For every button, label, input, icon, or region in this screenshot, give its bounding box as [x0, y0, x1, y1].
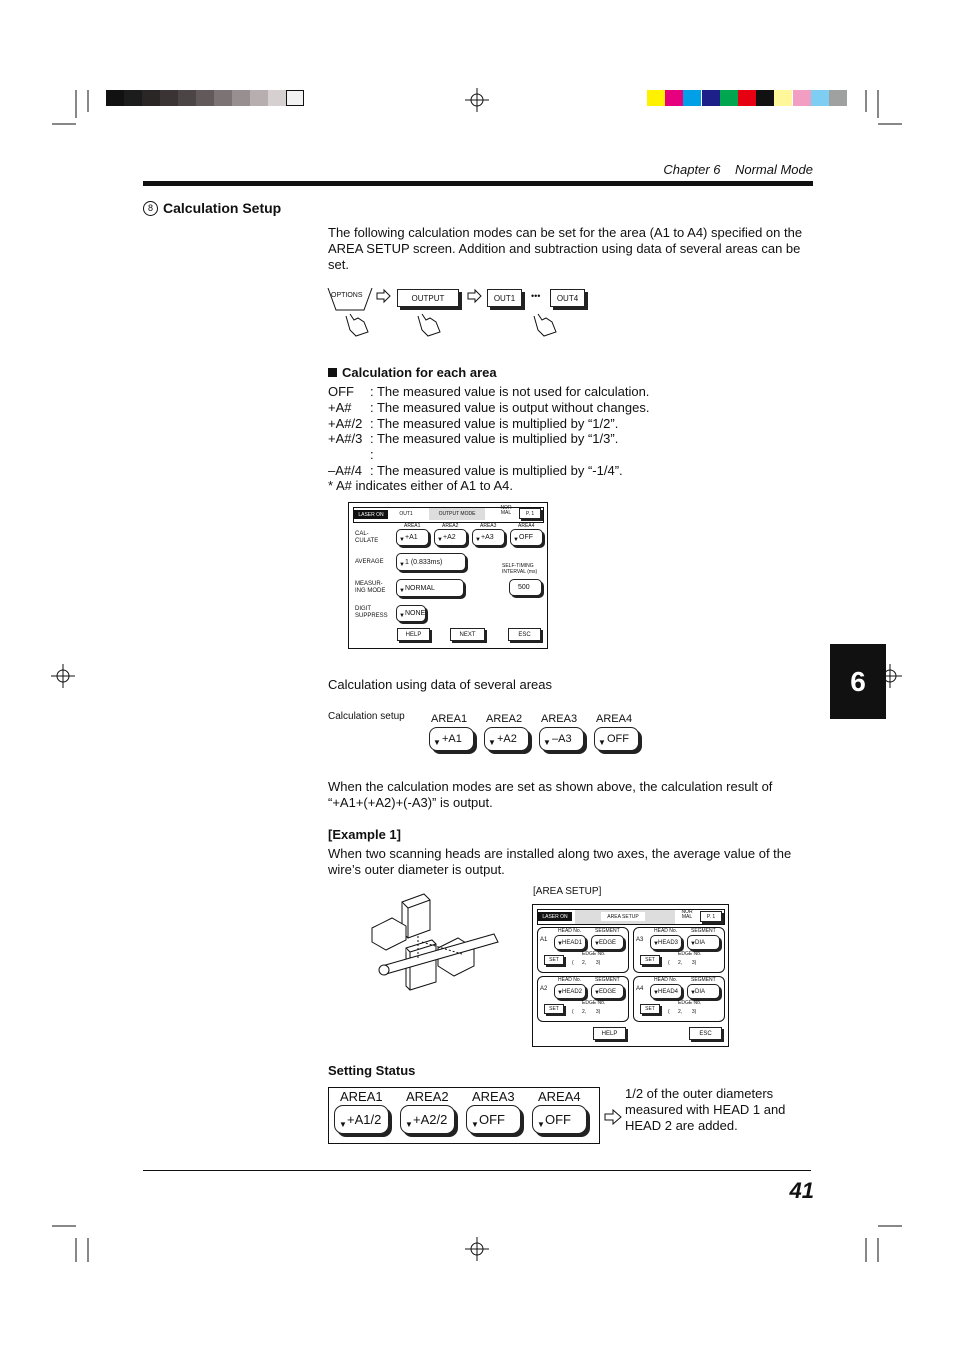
- head-value: HEAD2: [562, 988, 583, 995]
- laser-on-indicator: LASER ON: [538, 912, 572, 921]
- page-indicator[interactable]: P. 1: [519, 508, 541, 519]
- dropdown-triangle-icon: ▼: [339, 1120, 347, 1129]
- segment-value: DIA: [695, 988, 706, 995]
- intro-paragraph: The following calculation modes can be set for the area (A1 to A4) specified on the AREA SETUP screen. Addition and subtraction using data of several areas can be set.: [328, 225, 803, 272]
- average-value: 1 (0.833ms): [405, 558, 443, 566]
- area-panel: [537, 927, 629, 973]
- status-calc-button[interactable]: [466, 1105, 521, 1134]
- area2-calc-button[interactable]: [434, 529, 467, 546]
- area1-label: AREA1: [404, 523, 421, 529]
- example-text: When two scanning heads are installed along two axes, the average value of the wire’s outer diameter is output.: [328, 846, 792, 877]
- segment-label: SEGMENT: [595, 928, 620, 934]
- segment-select-button[interactable]: [687, 984, 720, 999]
- edge-no-value: ( 2, 3): [668, 1009, 697, 1015]
- head-select-button[interactable]: [554, 984, 586, 999]
- average-button[interactable]: [396, 553, 466, 571]
- segment-select-button[interactable]: [687, 935, 720, 950]
- dropdown-triangle-icon: ▼: [471, 1120, 479, 1129]
- area-panel: [537, 976, 629, 1022]
- dropdown-triangle-icon: ▼: [690, 941, 696, 947]
- dropdown-triangle-icon: ▼: [537, 1120, 545, 1129]
- calc-each-heading: [328, 365, 497, 380]
- digit-suppress-button[interactable]: [396, 605, 426, 622]
- status-calc-value: OFF: [479, 1112, 505, 1127]
- section-title: [143, 200, 281, 216]
- chapter-tab: 6: [830, 644, 886, 719]
- area4-label: AREA4: [518, 523, 535, 529]
- segment-value: EDGE: [599, 939, 617, 946]
- area3-calc-value: +A3: [481, 534, 494, 541]
- section-number: 8: [143, 201, 158, 216]
- area3-calc-button[interactable]: [472, 529, 505, 546]
- help-button[interactable]: HELP: [593, 1027, 626, 1040]
- dropdown-triangle-icon: ▼: [543, 738, 551, 747]
- area2-label: AREA2: [442, 523, 459, 529]
- setting-status-note: 1/2 of the outer diameters measured with HEAD 1 and HEAD 2 are added.: [625, 1086, 786, 1133]
- edge-no-label: EDGE No.: [678, 951, 702, 957]
- segment-label: SEGMENT: [691, 977, 716, 983]
- self-timing-button[interactable]: [509, 579, 542, 596]
- running-header: [600, 162, 813, 177]
- area-panel: [633, 976, 725, 1022]
- head-select-button[interactable]: [650, 935, 682, 950]
- area-setup-screen: [532, 904, 729, 1047]
- area-id: A2: [540, 986, 548, 992]
- calc-mode-desc: :: [370, 447, 374, 463]
- area2-calc-value: +A2: [443, 534, 456, 541]
- calc-mode-desc: : The measured value is multiplied by “1/2”.: [370, 415, 619, 431]
- status-calc-button[interactable]: [400, 1105, 455, 1134]
- segment-label: SEGMENT: [595, 977, 620, 983]
- output-mode-title: OUTPUT MODE: [429, 508, 485, 520]
- calc-each-heading-text: Calculation for each area: [342, 365, 497, 380]
- status-calc-button[interactable]: [532, 1105, 587, 1134]
- area-label: AREA2: [486, 713, 523, 725]
- head-no-label: HEAD No.: [558, 928, 582, 934]
- self-timing-value: 500: [518, 584, 530, 591]
- next-button[interactable]: NEXT: [450, 628, 485, 641]
- dropdown-triangle-icon: ▼: [488, 738, 496, 747]
- square-bullet-icon: [328, 368, 337, 377]
- several-result-text: When the calculation modes are set as shown above, the calculation result of “+A1+(+A2)+(-A3)” is output.: [328, 779, 773, 810]
- area4-calc-button[interactable]: [510, 529, 543, 546]
- status-calc-button[interactable]: [334, 1105, 389, 1134]
- area-calc-value: +A1: [442, 733, 462, 745]
- out1-key[interactable]: OUT1: [487, 289, 522, 307]
- dropdown-triangle-icon: ▼: [433, 738, 441, 747]
- head-no-label: HEAD No.: [654, 977, 678, 983]
- edge-no-label: EDGE No.: [582, 951, 606, 957]
- area1-calc-value: +A1: [405, 534, 418, 541]
- area-calc-value: OFF: [607, 733, 629, 745]
- dropdown-triangle-icon: ▼: [399, 588, 405, 594]
- set-button[interactable]: SET: [544, 1004, 564, 1014]
- out4-key[interactable]: OUT4: [550, 289, 585, 307]
- dropdown-triangle-icon: ▼: [557, 941, 563, 947]
- arrow-icon: [604, 1109, 624, 1125]
- area-calc-button[interactable]: [429, 727, 474, 751]
- dropdown-triangle-icon: ▼: [653, 941, 659, 947]
- section-title-text: Calculation Setup: [163, 200, 282, 216]
- edge-no-label: EDGE No.: [582, 1000, 606, 1006]
- hand-pointer-icon: [346, 314, 556, 336]
- footer-rule: [143, 1170, 811, 1171]
- status-area-label: AREA2: [406, 1089, 449, 1104]
- scanning-heads-illustration: [362, 890, 502, 1000]
- chapter-label: Chapter 6: [663, 162, 721, 177]
- segment-value: DIA: [695, 939, 706, 946]
- calc-mode-desc: : The measured value is multiplied by “-1/4”.: [370, 463, 623, 478]
- dropdown-triangle-icon: ▼: [437, 537, 443, 543]
- several-areas-heading: Calculation using data of several areas: [328, 677, 553, 692]
- area-id: A4: [636, 986, 644, 992]
- calc-mode-key: +A#/2: [328, 415, 363, 431]
- normal-mode-indicator: NOR MAL: [681, 909, 693, 920]
- head-no-label: HEAD No.: [654, 928, 678, 934]
- area-calc-value: –A3: [552, 733, 572, 745]
- area-setup-title: AREA SETUP: [601, 912, 645, 921]
- example-heading: [Example 1]: [328, 827, 401, 842]
- dropdown-triangle-icon: ▼: [399, 537, 405, 543]
- edge-no-value: ( 2, 3): [572, 1009, 601, 1015]
- average-label: AVERAGE: [355, 559, 384, 565]
- segment-select-button[interactable]: [591, 935, 624, 950]
- normal-mode-indicator: NOR MAL: [500, 505, 512, 516]
- head-select-button[interactable]: [554, 935, 586, 950]
- section-label: Normal Mode: [734, 162, 813, 177]
- segment-label: SEGMENT: [691, 928, 716, 934]
- head-value: HEAD1: [562, 939, 583, 946]
- laser-on-indicator: LASER ON: [354, 510, 388, 519]
- area4-calc-value: OFF: [519, 534, 533, 541]
- status-calc-value: +A1/2: [347, 1112, 382, 1127]
- help-button[interactable]: HELP: [397, 628, 430, 641]
- area-calc-button[interactable]: [594, 727, 639, 751]
- set-button[interactable]: SET: [544, 955, 564, 965]
- status-area-label: AREA3: [472, 1089, 515, 1104]
- calc-setup-screen: [348, 502, 548, 649]
- area-id: A3: [636, 937, 644, 943]
- dropdown-triangle-icon: ▼: [399, 613, 405, 619]
- output-key[interactable]: OUTPUT: [397, 289, 459, 307]
- area-calc-button[interactable]: [539, 727, 584, 751]
- calc-mode-desc: : The measured value is output without changes.: [370, 399, 650, 415]
- calc-setup-label: Calculation setup: [328, 711, 405, 722]
- area-calc-button[interactable]: [484, 727, 529, 751]
- area-id: A1: [540, 937, 548, 943]
- dropdown-triangle-icon: ▼: [594, 990, 600, 996]
- dropdown-triangle-icon: ▼: [513, 537, 519, 543]
- dropdown-triangle-icon: ▼: [405, 1120, 413, 1129]
- measuring-mode-button[interactable]: [396, 579, 464, 597]
- status-calc-value: OFF: [545, 1112, 571, 1127]
- calc-mode-key: OFF: [328, 384, 354, 399]
- area-label: AREA1: [431, 713, 468, 725]
- edge-no-value: ( 2, 3): [668, 960, 697, 966]
- calc-note: * A# indicates either of A1 to A4.: [328, 478, 514, 493]
- self-timing-label: SELF-TIMING INTERVAL (ms): [502, 563, 538, 575]
- options-key[interactable]: OPTIONS: [331, 292, 363, 299]
- header-rule: [143, 181, 813, 186]
- status-area-label: AREA4: [538, 1089, 581, 1104]
- page-indicator[interactable]: P. 1: [700, 911, 722, 922]
- head-no-label: HEAD No.: [558, 977, 582, 983]
- calc-mode-desc: : The measured value is not used for calculation.: [370, 384, 650, 399]
- out1-tab[interactable]: OUT1: [399, 511, 413, 517]
- dropdown-triangle-icon: ▼: [399, 562, 405, 568]
- dropdown-triangle-icon: ▼: [598, 738, 606, 747]
- area-label: AREA3: [541, 713, 578, 725]
- page-number: 41: [789, 1178, 814, 1203]
- head-value: HEAD3: [658, 939, 679, 946]
- edge-no-value: ( 2, 3): [572, 960, 601, 966]
- dropdown-triangle-icon: ▼: [475, 537, 481, 543]
- dropdown-triangle-icon: ▼: [690, 990, 696, 996]
- flow-dots: •••: [531, 291, 541, 301]
- segment-value: EDGE: [599, 988, 617, 995]
- calculate-label: CAL- CULATE: [355, 531, 379, 544]
- segment-select-button[interactable]: [591, 984, 624, 999]
- calc-mode-key: +A#: [328, 399, 352, 415]
- set-button[interactable]: SET: [640, 1004, 660, 1014]
- area3-label: AREA3: [480, 523, 497, 529]
- edge-no-label: EDGE No.: [678, 1000, 702, 1006]
- digit-suppress-label: DIGIT SUPPRESS: [355, 606, 388, 619]
- calc-mode-key: –A#/4: [328, 463, 362, 478]
- area-label: AREA4: [596, 713, 633, 725]
- area-setup-caption: [AREA SETUP]: [533, 886, 602, 897]
- set-button[interactable]: SET: [640, 955, 660, 965]
- measuring-mode-label: MEASUR- ING MODE: [355, 581, 386, 594]
- dropdown-triangle-icon: ▼: [594, 941, 600, 947]
- status-calc-value: +A2/2: [413, 1112, 448, 1127]
- area1-calc-button[interactable]: [396, 529, 429, 546]
- head-select-button[interactable]: [650, 984, 682, 999]
- setting-status-heading: Setting Status: [328, 1063, 416, 1078]
- dropdown-triangle-icon: ▼: [653, 990, 659, 996]
- status-area-label: AREA1: [340, 1089, 383, 1104]
- area-calc-value: +A2: [497, 733, 517, 745]
- esc-button[interactable]: ESC: [689, 1027, 722, 1040]
- dropdown-triangle-icon: ▼: [557, 990, 563, 996]
- esc-button[interactable]: ESC: [508, 628, 541, 641]
- measuring-mode-value: NORMAL: [405, 584, 435, 592]
- digit-suppress-value: NONE: [405, 610, 426, 617]
- calc-mode-key: +A#/3: [328, 431, 363, 447]
- area-panel: [633, 927, 725, 973]
- head-value: HEAD4: [658, 988, 679, 995]
- calc-mode-desc: : The measured value is multiplied by “1/3”.: [370, 431, 619, 447]
